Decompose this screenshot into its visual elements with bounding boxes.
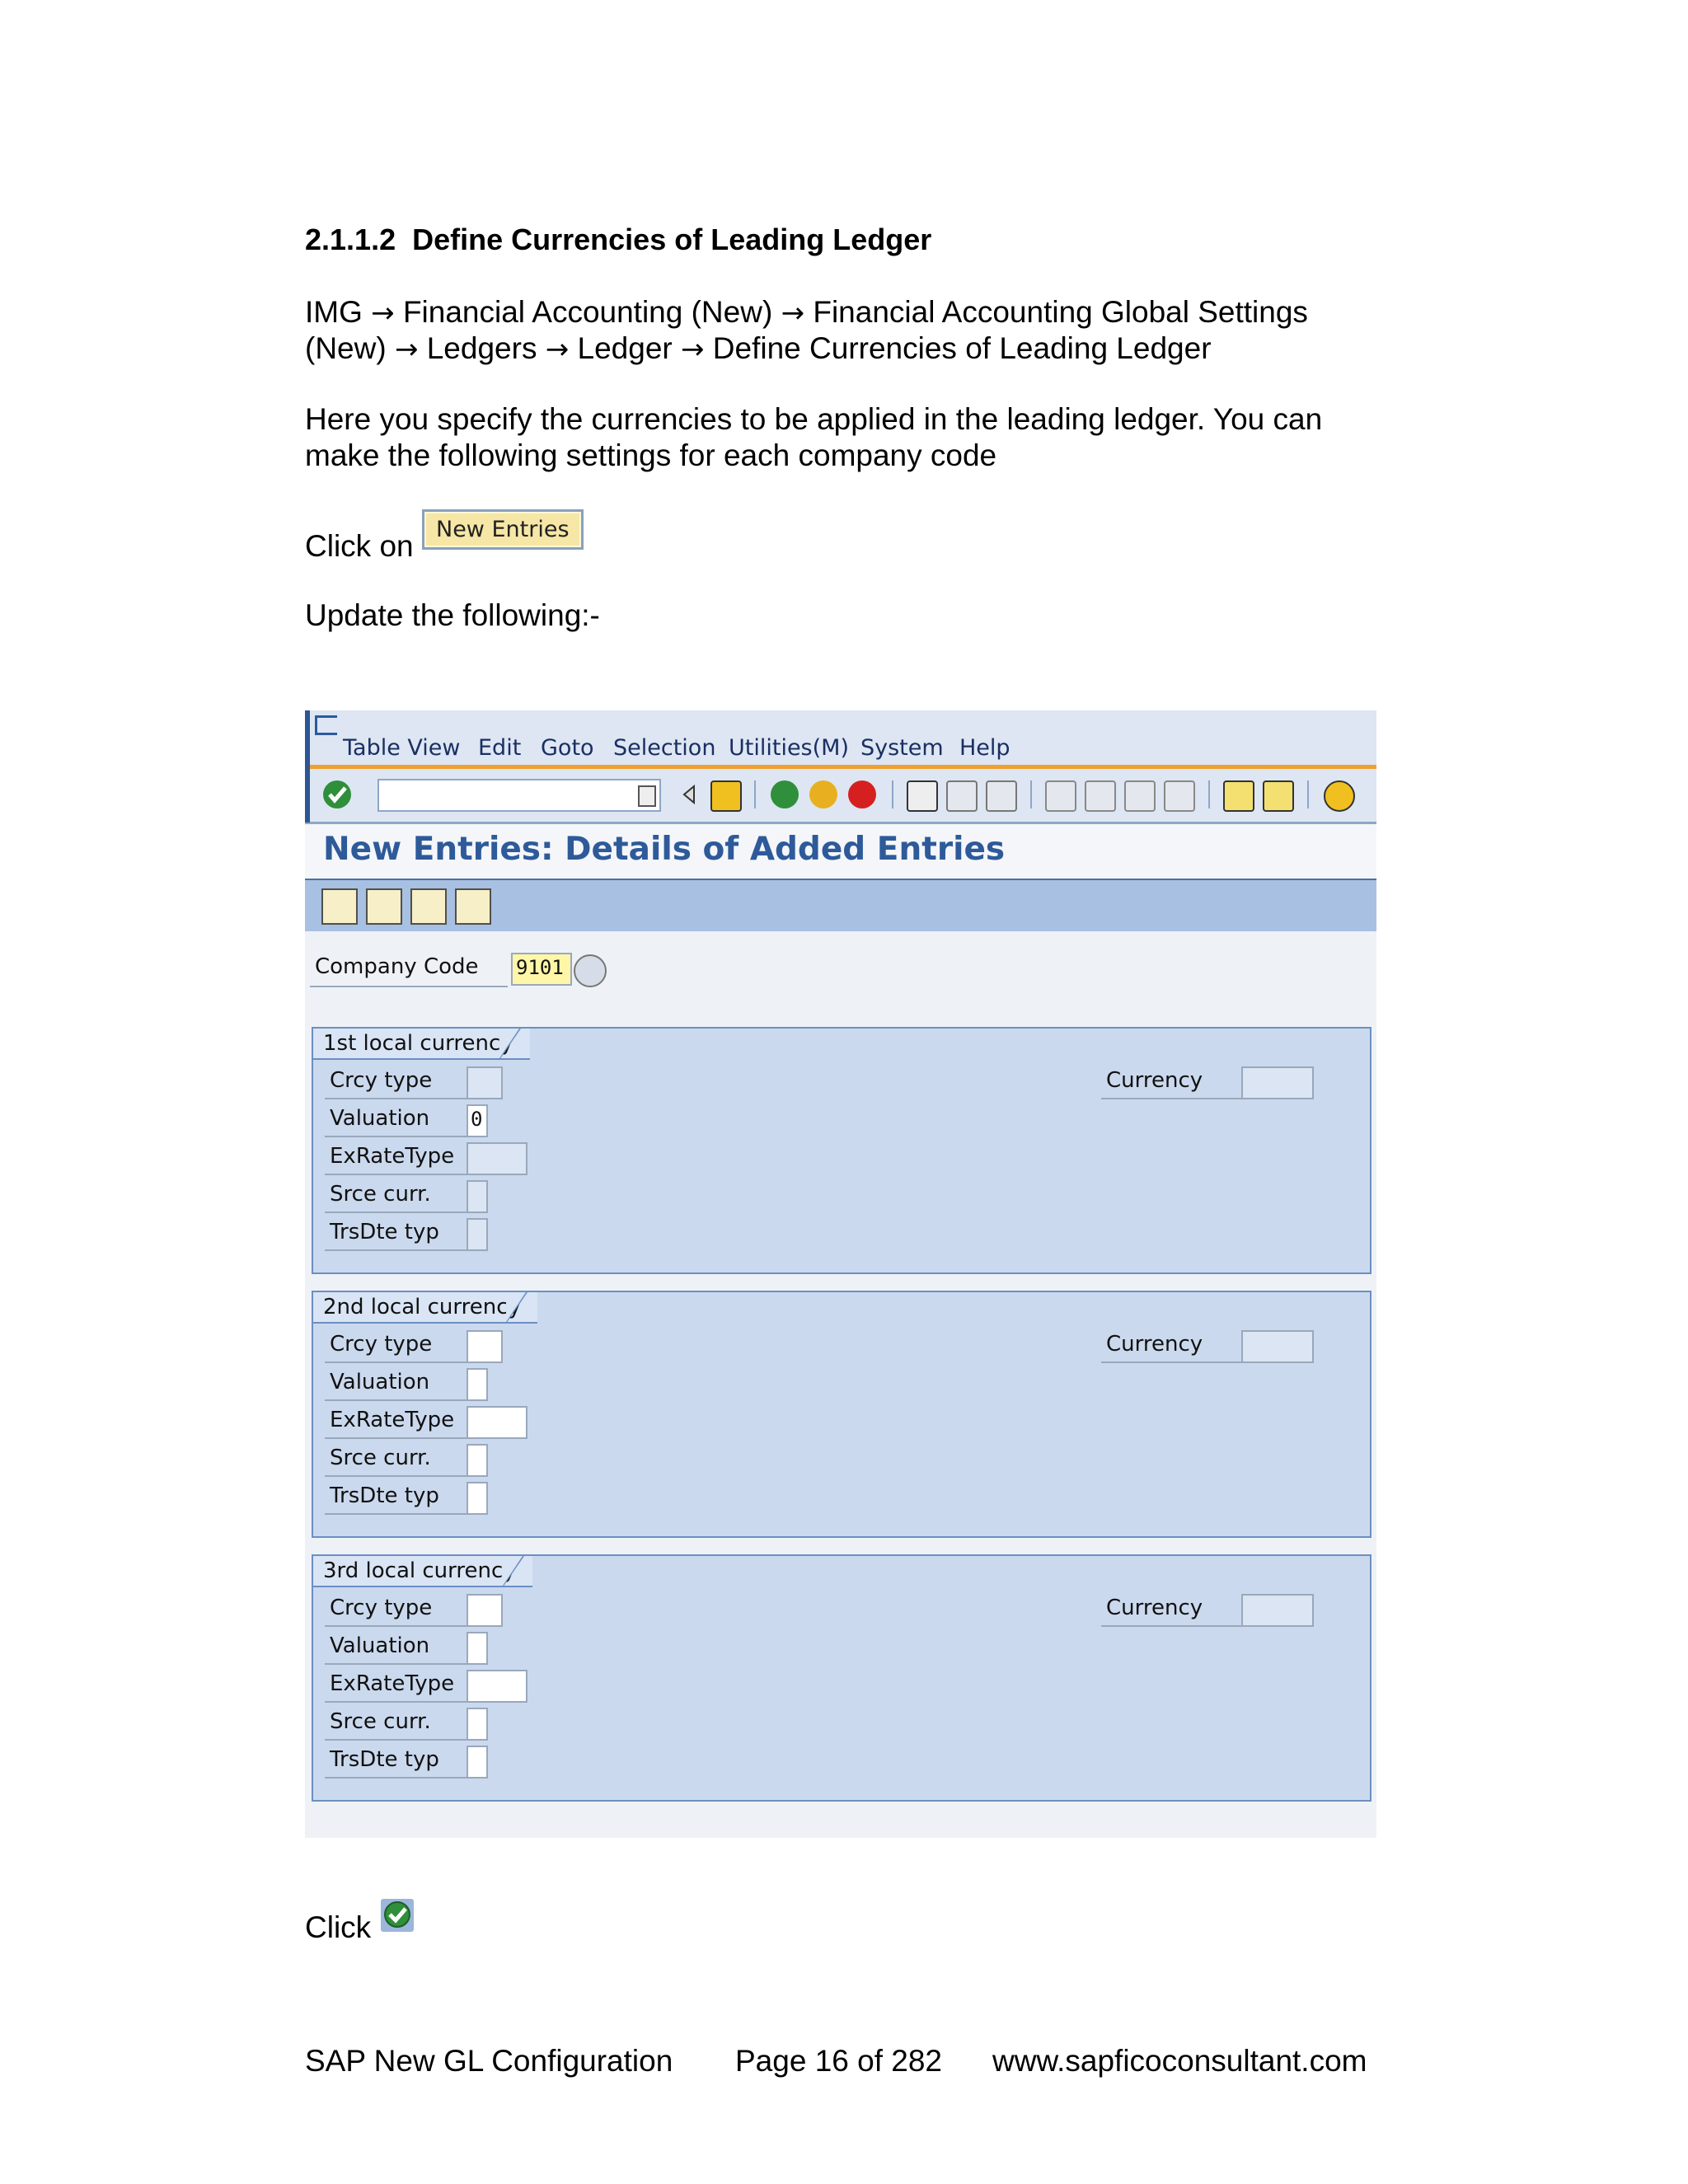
group-3rd-local-currency: 3rd local currency Crcy type Valuation ExRateType Srce curr. TrsDte typ Currency: [312, 1554, 1372, 1802]
enter-check-icon[interactable]: [323, 780, 351, 808]
menu-goto[interactable]: Goto: [541, 735, 594, 761]
exit-icon[interactable]: [809, 780, 837, 808]
menu-bar: [305, 710, 1376, 768]
section-title: Define Currencies of Leading Ledger: [412, 223, 932, 256]
last-page-icon[interactable]: [1164, 780, 1195, 812]
find-icon[interactable]: [946, 780, 978, 812]
help-icon[interactable]: [1324, 780, 1355, 812]
footer-left: SAP New GL Configuration: [305, 2044, 673, 2078]
display-change-icon[interactable]: [321, 888, 358, 925]
check-icon: [381, 1899, 414, 1932]
company-code-label: Company Code: [315, 954, 479, 979]
command-field-input[interactable]: [377, 779, 661, 812]
previous-page-icon[interactable]: [1085, 780, 1116, 812]
footer-website: www.sapficoconsultant.com: [992, 2044, 1367, 2078]
translation-date-type-input[interactable]: [467, 1218, 488, 1251]
enter-check-button[interactable]: [381, 1899, 414, 1933]
application-toolbar: [305, 880, 1376, 931]
valuation-input[interactable]: [467, 1368, 488, 1401]
screen-title: New Entries: Details of Added Entries: [323, 831, 1006, 868]
exratetype-input[interactable]: [467, 1142, 528, 1175]
crcy-type-input[interactable]: [467, 1066, 503, 1099]
group-2nd-local-currency: 2nd local currency Crcy type Valuation ExRateType Srce curr. TrsDte typ Currency: [312, 1291, 1372, 1538]
currency-input[interactable]: [1241, 1594, 1314, 1627]
back-triangle-icon[interactable]: [676, 780, 704, 808]
source-currency-input[interactable]: [467, 1444, 488, 1477]
group-title: 2nd local currency: [313, 1292, 537, 1324]
previous-entry-icon[interactable]: [410, 888, 447, 925]
window-left-accent: [305, 710, 310, 823]
menu-table-view[interactable]: Table View: [343, 735, 461, 761]
new-entries-label: New Entries: [422, 509, 584, 550]
translation-date-type-input[interactable]: [467, 1482, 488, 1515]
group-title: 1st local currency: [313, 1029, 530, 1060]
intro-line-2: make the following settings for each company code: [305, 438, 997, 472]
sap-window: [305, 710, 1376, 1838]
group-title: 3rd local currency: [313, 1556, 532, 1587]
arrow-icon: →: [781, 297, 805, 330]
next-entry-icon[interactable]: [455, 888, 491, 925]
menu-system[interactable]: System: [860, 735, 944, 761]
group-1st-local-currency: 1st local currency Crcy type Valuation 0 ExRateType Srce curr. TrsDte typ Currency: [312, 1027, 1372, 1274]
cancel-icon[interactable]: [848, 780, 876, 808]
source-currency-input[interactable]: [467, 1708, 488, 1741]
valuation-input[interactable]: [467, 1632, 488, 1665]
source-currency-input[interactable]: [467, 1180, 488, 1213]
arrow-icon: →: [545, 333, 570, 366]
next-page-icon[interactable]: [1124, 780, 1156, 812]
arrow-icon: →: [681, 333, 705, 366]
section-heading: [305, 221, 931, 258]
exratetype-input[interactable]: [467, 1670, 528, 1703]
arrow-icon: →: [371, 297, 395, 330]
click-text: Click: [305, 1910, 372, 1944]
command-history-icon[interactable]: [638, 785, 656, 807]
shortcut-icon[interactable]: [1263, 780, 1294, 812]
standard-toolbar: [305, 769, 1376, 824]
first-page-icon[interactable]: [1045, 780, 1076, 812]
img-path-line-1: IMG → Financial Accounting (New) → Financial Accounting Global Settings: [305, 295, 1308, 330]
currency-input[interactable]: [1241, 1066, 1314, 1099]
section-number: 2.1.1.2: [305, 223, 396, 256]
footer-page-number: Page 16 of 282: [735, 2044, 942, 2078]
screen-title-bar: [305, 824, 1376, 880]
crcy-type-input[interactable]: [467, 1594, 503, 1627]
menu-edit[interactable]: Edit: [478, 735, 522, 761]
create-session-icon[interactable]: [1223, 780, 1254, 812]
company-code-input[interactable]: 9101: [511, 953, 572, 986]
find-next-icon[interactable]: [986, 780, 1017, 812]
new-entries-button[interactable]: [422, 509, 584, 550]
intro-line-1: Here you specify the currencies to be applied in the leading ledger. You can: [305, 402, 1323, 436]
update-text: Update the following:-: [305, 598, 600, 632]
crcy-type-input[interactable]: [467, 1330, 503, 1363]
img-path-line-2: (New) → Ledgers → Ledger → Define Currencies of Leading Ledger: [305, 331, 1212, 366]
delete-entry-icon[interactable]: [366, 888, 402, 925]
valuation-input[interactable]: 0: [467, 1104, 488, 1137]
menu-utilities[interactable]: Utilities(M): [729, 735, 849, 761]
exratetype-input[interactable]: [467, 1406, 528, 1439]
window-menu-icon[interactable]: [315, 715, 337, 735]
save-icon[interactable]: [710, 780, 742, 812]
search-help-icon[interactable]: [574, 954, 607, 987]
currency-input[interactable]: [1241, 1330, 1314, 1363]
menu-help[interactable]: Help: [959, 735, 1010, 761]
print-icon[interactable]: [907, 780, 938, 812]
back-icon[interactable]: [771, 780, 799, 808]
click-on-text: Click on: [305, 529, 414, 563]
translation-date-type-input[interactable]: [467, 1746, 488, 1779]
menu-selection[interactable]: Selection: [613, 735, 716, 761]
arrow-icon: →: [394, 333, 419, 366]
